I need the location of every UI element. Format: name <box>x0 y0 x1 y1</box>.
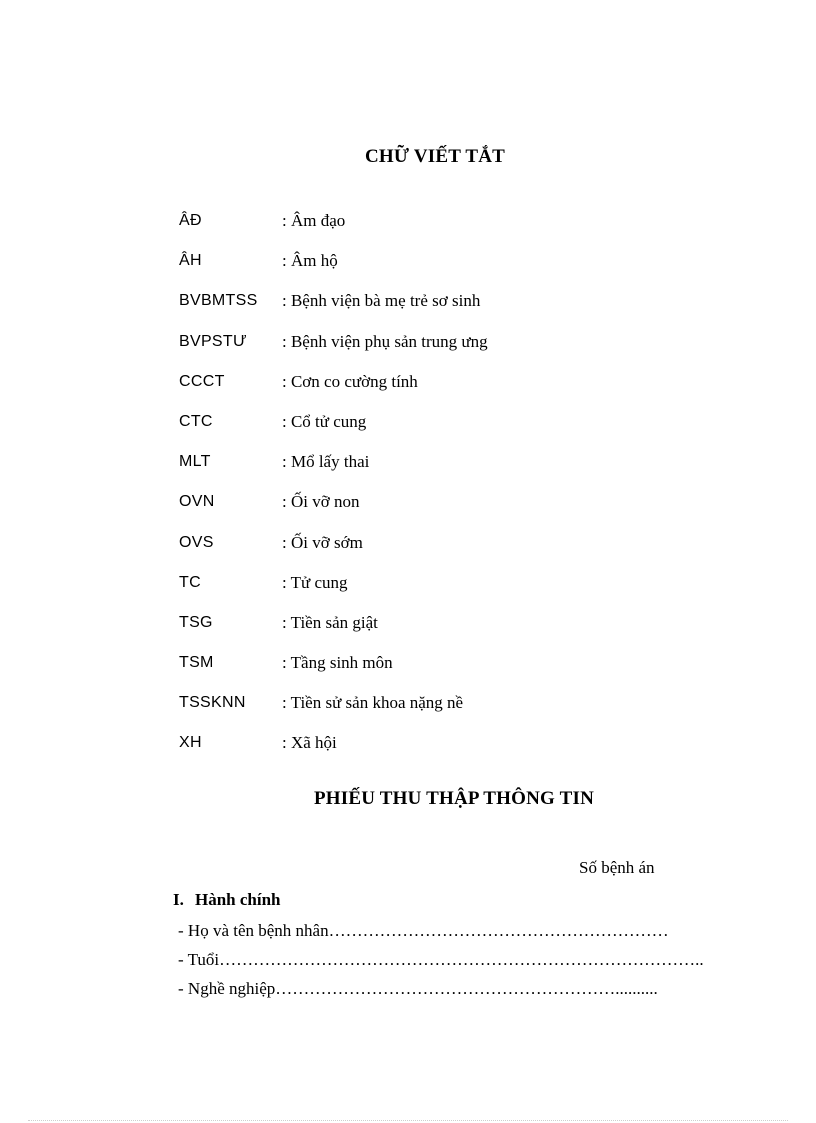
form-field-patient-name: - Họ và tên bệnh nhân…………………………………………………… <box>178 921 669 940</box>
abbreviation-row <box>179 208 699 248</box>
abbreviation-row <box>179 610 699 650</box>
abbreviation-definition: : Bệnh viện phụ sản trung ưng <box>282 331 488 351</box>
abbreviation-list <box>179 208 699 771</box>
abbreviation-definition: : Âm đạo <box>282 211 346 230</box>
abbreviation-definition: : Bệnh viện bà mẹ trẻ sơ sinh <box>282 291 481 311</box>
abbreviation-definition: : Ối vỡ sớm <box>282 532 363 552</box>
abbreviation-term: TSSKNN <box>179 694 246 712</box>
abbreviation-definition: : Cổ tử cung <box>282 411 367 431</box>
abbreviation-row <box>179 730 699 770</box>
section-heading <box>173 890 281 910</box>
abbreviation-definition: : Tầng sinh môn <box>282 653 393 673</box>
abbreviation-definition: : Tiền sử sản khoa nặng nề <box>282 693 464 713</box>
abbreviation-row <box>179 329 699 369</box>
form-title: PHIẾU THU THẬP THÔNG TIN <box>313 787 595 809</box>
abbreviation-term: OVN <box>179 493 215 511</box>
abbreviation-term: MLT <box>179 453 211 471</box>
abbreviation-row <box>179 570 699 610</box>
abbreviation-row <box>179 369 699 409</box>
page-bottom-divider <box>28 1120 788 1121</box>
abbreviation-definition: : Tử cung <box>282 572 348 592</box>
section-number: I. <box>173 890 184 909</box>
abbreviation-definition: : Xã hội <box>282 733 337 753</box>
abbreviation-term: CTC <box>179 412 213 430</box>
abbreviation-term: TC <box>179 573 201 591</box>
abbreviation-term: BVBMTSS <box>179 292 258 310</box>
form-field-list <box>178 918 704 1005</box>
abbreviation-definition: : Ối vỡ non <box>282 492 360 512</box>
form-field-occupation: - Nghề nghiệp…………………………………………………….......... <box>178 979 658 998</box>
abbreviation-row <box>179 248 699 288</box>
abbreviation-term: BVPSTƯ <box>179 332 247 350</box>
section-title: Hành chính <box>195 890 281 909</box>
abbreviation-term: XH <box>179 734 202 752</box>
abbreviation-row <box>179 650 699 690</box>
record-number-label: Số bệnh án <box>579 858 655 877</box>
abbreviation-term: TSM <box>179 654 214 672</box>
abbreviation-term: ÂH <box>179 252 202 270</box>
abbreviation-row <box>179 530 699 570</box>
abbreviation-definition: : Tiền sản giật <box>282 612 378 632</box>
abbreviation-row <box>179 449 699 489</box>
abbreviation-definition: : Âm hộ <box>282 251 338 271</box>
abbreviation-term: TSG <box>179 613 213 631</box>
abbreviations-title: CHỮ VIẾT TẮT <box>364 145 506 167</box>
form-field-age: - Tuổi………………………………………………………………………….. <box>178 950 704 969</box>
abbreviation-term: CCCT <box>179 372 225 390</box>
abbreviation-term: OVS <box>179 533 214 551</box>
abbreviation-row <box>179 690 699 730</box>
abbreviation-definition: : Mổ lấy thai <box>282 452 370 472</box>
abbreviation-row <box>179 288 699 328</box>
abbreviation-row <box>179 409 699 449</box>
abbreviation-term: ÂĐ <box>179 212 202 229</box>
abbreviation-row <box>179 489 699 529</box>
abbreviation-definition: : Cơn co cường tính <box>282 371 418 391</box>
